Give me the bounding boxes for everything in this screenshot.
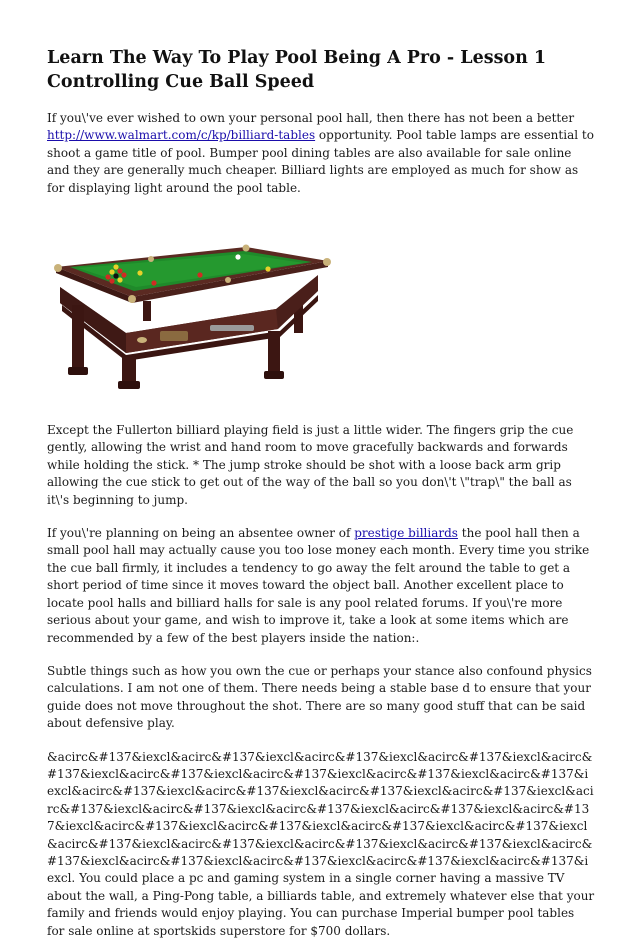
paragraph-5	[47, 749, 595, 940]
pool-table-image	[50, 239, 332, 389]
prestige-billiards-link[interactable]: prestige billiards	[354, 526, 458, 541]
intro-paragraph	[47, 110, 595, 197]
paragraph-3-after: the pool hall then a small pool hall may actually cause you too lose money each month. Every time you strike the cue ball firmly, it includes a tendency to go away the felt around the table to get a short period of time since it moves toward the object ball. Another excellent place to locate pool halls and billiard halls for sale is any pool related forums. If you\'re more serious about your game, and wish to improve it, take a look at some items which are recommended by a few of the best players inside the nation:.	[47, 526, 590, 645]
paragraph-2: Except the Fullerton billiard playing field is just a little wider. The fingers grip the cue gently, allowing the wrist and hand room to move gracefully backwards and forwards while holding the stick. * The jump stroke should be shot with a loose back arm grip allowing the cue stick to get out of the way of the ball so you don\'t \"trap\" the ball as it\'s beginning to jump.	[47, 423, 574, 507]
paragraph-5-text: You could place a pc and gaming system in a single corner having a massive TV about the wall, a Ping-Pong table, a billiards table, and extremely whatever else that your family and friends would enjoy playing. You can purchase Imperial bumper pool tables for sale online at sportskids superstore for $700 dollars.	[47, 871, 595, 938]
title-line-1: Learn The Way To Play Pool Being A Pro - Lesson 1	[47, 48, 547, 68]
title-line-2: Controlling Cue Ball Speed	[47, 72, 315, 92]
paragraph-4: Subtle things such as how you own the cue or perhaps your stance also confound physics calculations. I am not one of them. There needs being a stable base d to ensure that your guide does not move throughout the shot. There are so many good stuff that can be said about defensive play.	[47, 663, 592, 731]
intro-text-after: opportunity. Pool table lamps are essential to shoot a game title of pool. Bumper pool dining tables are also available for sale online and they are generally much cheaper. Billiard lights are employed as much for show as for displaying light around the pool table.	[47, 128, 594, 195]
intro-text-before: If you\'ve ever wished to own your personal pool hall, then there has not been a better	[47, 111, 575, 125]
garbled-entity-text: &acirc&#137&iexcl&acirc&#137&iexcl&acirc&#137&iexcl&acirc&#137&iexcl&acirc&#137&iexcl&acirc&#137&iexcl&acirc&#137&iexcl&acirc&#137&iexcl&acirc&#137&iexcl&acirc&#137&iexcl&acirc&#137&iexcl&acirc&#137&iexcl&acirc&#137&iexcl&acirc&#137&iexcl&acirc&#137&iexcl&acirc&#137&iexcl&acirc&#137&iexcl&acirc&#137&iexcl&acirc&#137&iexcl&acirc&#137&iexcl&acirc&#137&iexcl&acirc&#137&iexcl&acirc&#137&iexcl&acirc&#137&iexcl&acirc&#137&iexcl&acirc&#137&iexcl&acirc&#137&iexcl&acirc&#137&iexcl&acirc&#137&iexcl&acirc&#137&iexcl&acirc&#137&iexcl.	[47, 749, 594, 886]
document-page	[47, 46, 595, 940]
page-title	[47, 46, 595, 94]
paragraph-3	[47, 525, 595, 647]
walmart-link[interactable]: http://www.walmart.com/c/kp/billiard-tables	[47, 128, 316, 143]
paragraph-3-before: If you\'re planning on being an absentee owner of	[47, 526, 355, 541]
